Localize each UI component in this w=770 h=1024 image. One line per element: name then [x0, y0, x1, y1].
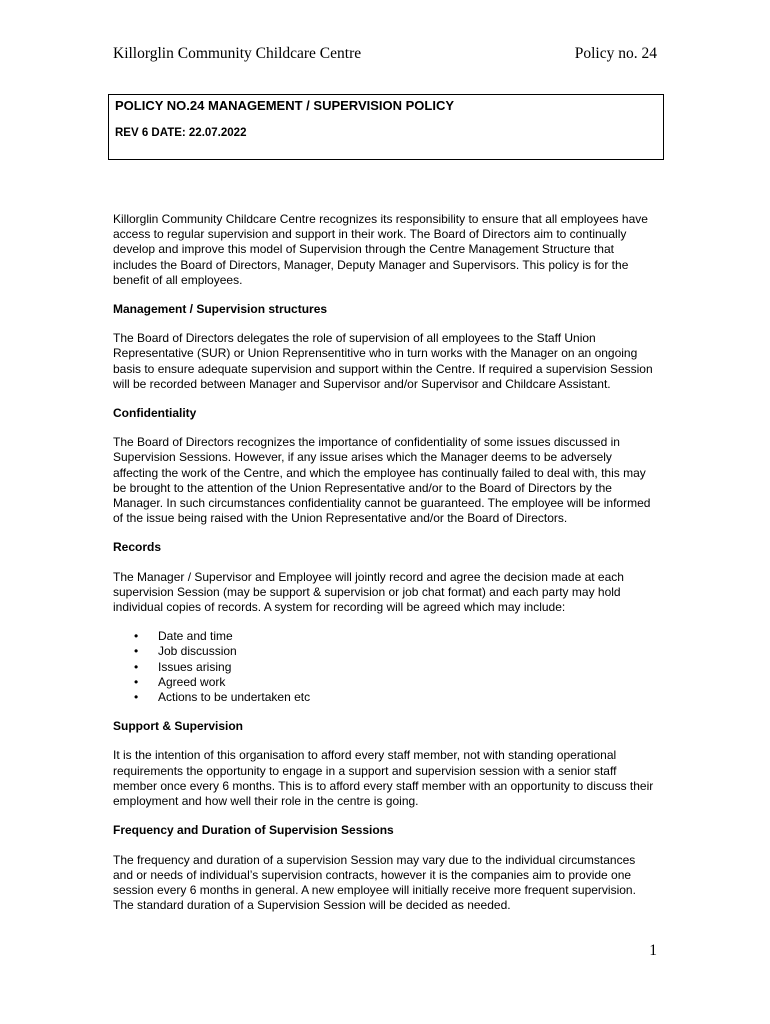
page-number: 1 [649, 942, 657, 959]
list-item: • Agreed work [158, 675, 658, 690]
section-text-confidentiality: The Board of Directors recognizes the importance of confidentiality of some issues discussed in Supervision Sessions. However, if any issue arises which the Manager deems to be adversely affecting the work of the Centre, and which the employee has continually failed to deal with, this may be brought to the attention of the Union Representative and/or to the Board of Directors by the Manager. In such circumstances confidentiality cannot be guaranteed. The employee will be informed of the issue being raised with the Union Representative and/or the Board of Directors. [113, 435, 651, 526]
revision-date: REV 6 DATE: 22.07.2022 [115, 127, 247, 139]
section-text-structures: The Board of Directors delegates the role of supervision of all employees to the Staff Union Representative (SUR) or Union Reprensentitive who in turn works with the Manager on an ongoing basis to ensure adequate supervision and support within the Centre. If required a supervision Session will be recorded between Manager and Supervisor and/or Supervisor and Childcare Assistant. [113, 331, 653, 391]
policy-title: POLICY NO.24 MANAGEMENT / SUPERVISION POLICY [115, 98, 455, 113]
section-heading-confidentiality: Confidentiality [113, 406, 197, 421]
section-heading-support: Support & Supervision [113, 719, 244, 734]
header-organisation: Killorglin Community Childcare Centre [113, 45, 362, 62]
section-text-support: It is the intention of this organisation to afford every staff member, not with standing operational requirements the opportunity to engage in a support and supervision session with a senior staff member once every 6 months. This is to afford every staff member with an opportunity to discuss their employment and how well their role in the centre is going. [113, 748, 654, 809]
list-item: • Issues arising [158, 660, 658, 675]
list-item: • Actions to be undertaken etc [158, 690, 658, 705]
section-heading-records: Records [113, 540, 162, 555]
section-heading-frequency: Frequency and Duration of Supervision Sessions [113, 823, 394, 838]
document-body [113, 212, 658, 927]
section-text-frequency: The frequency and duration of a supervision Session may vary due to the individual circumstances and or needs of individual’s supervision contracts, however it is the companies aim to provide one session every 6 months in general. A new employee will initially receive more frequent supervision. The standard duration of a Supervision Session will be decided as needed. [113, 852, 636, 913]
section-text-records: The Manager / Supervisor and Employee will jointly record and agree the decision made at each supervision Session (may be support & supervision or job chat format) and each party may hold individual copies of records. A system for recording will be agreed which may include: [113, 569, 624, 615]
records-list [113, 629, 658, 705]
policy-title-box [108, 94, 664, 160]
intro-paragraph: Killorglin Community Childcare Centre recognizes its responsibility to ensure that all employees have access to regular supervision and support in their work. The Board of Directors aim to continually develop and improve this model of Supervision through the Centre Management Structure that includes the Board of Directors, Manager, Deputy Manager and Supervisors. This policy is for the benefit of all employees. [113, 212, 648, 287]
list-item: • Job discussion [158, 644, 658, 659]
list-item: • Date and time [158, 629, 658, 644]
section-heading-structures: Management / Supervision structures [113, 302, 328, 317]
header-policy-number: Policy no. 24 [574, 45, 657, 62]
